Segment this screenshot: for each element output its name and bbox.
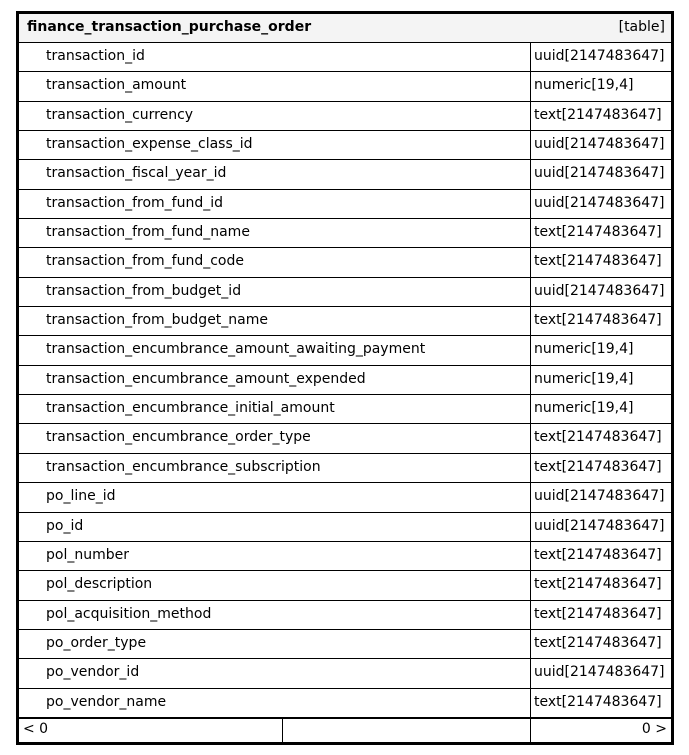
table-row xyxy=(19,395,671,424)
column-type: uuid[2147483647] xyxy=(534,136,665,153)
column-name: transaction_from_fund_id xyxy=(46,194,224,211)
column-name: po_vendor_name xyxy=(46,693,167,710)
table-row xyxy=(19,190,671,219)
column-name: transaction_encumbrance_amount_awaiting_payment xyxy=(46,341,426,358)
table-row xyxy=(19,483,671,512)
table-row xyxy=(19,513,671,542)
column-name: po_vendor_id xyxy=(46,664,140,681)
column-name: po_line_id xyxy=(46,488,116,505)
column-name: transaction_encumbrance_amount_expended xyxy=(46,370,366,387)
table-kind-label: [table] xyxy=(618,19,665,35)
column-name: transaction_encumbrance_order_type xyxy=(46,429,311,446)
table-row xyxy=(19,542,671,571)
column-name: transaction_expense_class_id xyxy=(46,136,253,153)
column-type: numeric[19,4] xyxy=(534,400,634,417)
table-row xyxy=(19,336,671,365)
table-row xyxy=(19,307,671,336)
column-name: po_order_type xyxy=(46,634,147,651)
column-type: text[2147483647] xyxy=(534,429,662,446)
table-row xyxy=(19,630,671,659)
column-name: transaction_encumbrance_initial_amount xyxy=(46,400,335,417)
table-row xyxy=(19,689,671,718)
column-type: text[2147483647] xyxy=(534,458,662,475)
column-type: text[2147483647] xyxy=(534,224,662,241)
column-type: text[2147483647] xyxy=(534,605,662,622)
column-type: numeric[19,4] xyxy=(534,77,634,94)
table-row xyxy=(19,102,671,131)
outgoing-relations-count: 0 > xyxy=(641,721,667,737)
table-row xyxy=(19,248,671,277)
table-footer xyxy=(19,718,671,742)
table-row xyxy=(19,601,671,630)
incoming-relations-count: < 0 xyxy=(23,721,49,737)
footer-left-cell xyxy=(19,719,283,742)
column-name: transaction_from_fund_code xyxy=(46,253,244,270)
column-type: text[2147483647] xyxy=(534,576,662,593)
table-row xyxy=(19,571,671,600)
column-name: pol_description xyxy=(46,576,153,593)
column-name: po_id xyxy=(46,517,84,534)
column-name: transaction_encumbrance_subscription xyxy=(46,458,321,475)
column-type: text[2147483647] xyxy=(534,634,662,651)
column-type: uuid[2147483647] xyxy=(534,165,665,182)
column-name: transaction_from_budget_id xyxy=(46,282,242,299)
column-type: text[2147483647] xyxy=(534,106,662,123)
column-type: numeric[19,4] xyxy=(534,341,634,358)
column-name: transaction_amount xyxy=(46,77,187,94)
column-name: transaction_id xyxy=(46,48,145,64)
column-type: uuid[2147483647] xyxy=(534,48,665,64)
column-type: uuid[2147483647] xyxy=(534,664,665,681)
column-type: text[2147483647] xyxy=(534,546,662,563)
column-name: transaction_currency xyxy=(46,106,194,123)
column-type: uuid[2147483647] xyxy=(534,282,665,299)
table-entity xyxy=(16,11,674,745)
column-type: text[2147483647] xyxy=(534,693,662,710)
table-row xyxy=(19,43,671,72)
column-type: text[2147483647] xyxy=(534,312,662,329)
table-row xyxy=(19,219,671,248)
column-divider xyxy=(530,43,531,718)
column-name: pol_number xyxy=(46,546,129,563)
table-row xyxy=(19,72,671,101)
column-type: uuid[2147483647] xyxy=(534,488,665,505)
table-row xyxy=(19,160,671,189)
table-row xyxy=(19,131,671,160)
column-name: pol_acquisition_method xyxy=(46,605,212,622)
table-row xyxy=(19,659,671,688)
table-row xyxy=(19,278,671,307)
table-name: finance_transaction_purchase_order xyxy=(27,19,312,35)
column-type: text[2147483647] xyxy=(534,253,662,270)
column-name: transaction_fiscal_year_id xyxy=(46,165,227,182)
column-name: transaction_from_budget_name xyxy=(46,312,269,329)
table-row xyxy=(19,366,671,395)
column-type: uuid[2147483647] xyxy=(534,194,665,211)
table-row xyxy=(19,424,671,453)
column-list xyxy=(19,43,671,718)
column-type: uuid[2147483647] xyxy=(534,517,665,534)
footer-middle-cell xyxy=(283,719,531,742)
column-type: numeric[19,4] xyxy=(534,370,634,387)
column-name: transaction_from_fund_name xyxy=(46,224,250,241)
table-header xyxy=(19,14,671,43)
table-row xyxy=(19,454,671,483)
